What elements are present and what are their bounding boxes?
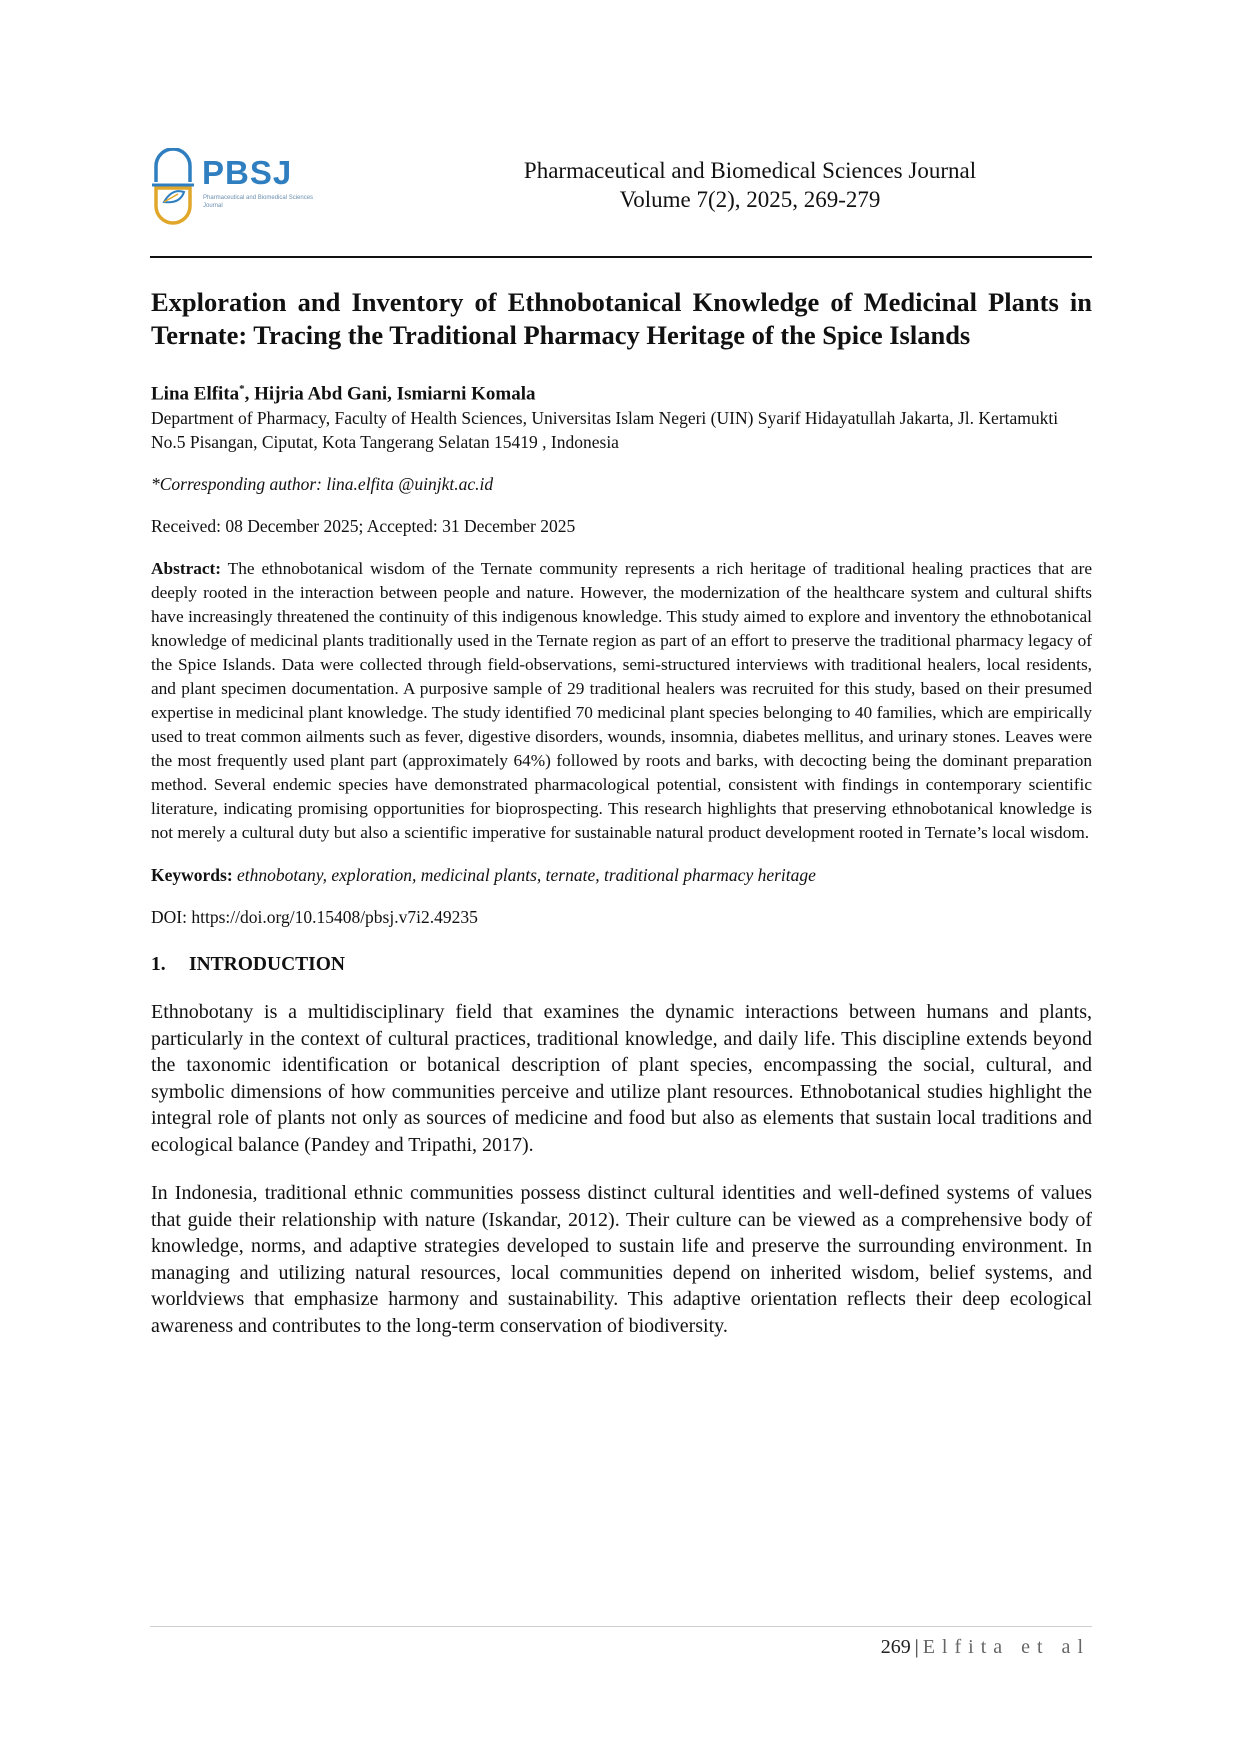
article-title: Exploration and Inventory of Ethnobotanical Knowledge of Medicinal Plants in Ternate: Tracing the Traditional Pharmacy Heritage of the Spice Islands	[151, 287, 1092, 350]
footer-author: Elfita et al	[922, 1636, 1090, 1658]
journal-logo	[150, 148, 320, 226]
corresponding-mark: *	[239, 383, 245, 395]
logo-wordmark: PBSJ	[202, 154, 293, 191]
header-rule	[150, 256, 1092, 258]
received-accepted-dates: Received: 08 December 2025; Accepted: 31 December 2025	[151, 516, 576, 537]
section-title: INTRODUCTION	[189, 954, 346, 976]
keywords-label: Keywords:	[151, 865, 233, 886]
footer-separator: |	[914, 1636, 919, 1658]
author-list	[151, 378, 1092, 405]
keywords	[151, 863, 1092, 887]
journal-info	[410, 156, 1090, 214]
journal-name: Pharmaceutical and Biomedical Sciences Journal	[523, 158, 977, 183]
logo-tagline: Pharmaceutical and Biomedical Sciences Journal	[203, 195, 314, 209]
doi-link[interactable]: DOI: https://doi.org/10.15408/pbsj.v7i2.49235	[151, 907, 478, 928]
journal-header	[150, 148, 1090, 228]
first-author: Lina Elfita	[151, 383, 240, 405]
footer-rule	[150, 1626, 1092, 1627]
abstract-label: Abstract:	[151, 559, 222, 579]
corresponding-author: *Corresponding author: lina.elfita @uinjkt.ac.id	[151, 474, 494, 495]
page-footer	[881, 1636, 1090, 1659]
intro-paragraph-1: Ethnobotany is a multidisciplinary field that examines the dynamic interactions between humans and plants, particularly in the context of cultural practices, traditional knowledge, and daily life. This discipline extends beyond the taxonomic identification or botanical description of plant species, encompassing the social, cultural, and symbolic dimensions of how communities perceive and utilize plant resources. Ethnobotanical studies highlight the integral role of plants not only as sources of medicine and food but also as elements that sustain local traditions and ecological balance (Pandey and Tripathi, 2017).	[151, 1001, 1092, 1156]
affiliation: Department of Pharmacy, Faculty of Health Sciences, Universitas Islam Negeri (UIN) Syarif Hidayatullah Jakarta, Jl. Kertamukti No.5 Pisangan, Ciputat, Kota Tangerang Selatan 15419 , Indonesia	[151, 408, 1059, 453]
abstract-text: The ethnobotanical wisdom of the Ternate community represents a rich heritage of traditional healing practices that are deeply rooted in the interaction between people and nature. However, the modernization of the healthcare system and cultural shifts have increasingly threatened the continuity of this indigenous knowledge. This study aimed to explore and inventory the ethnobotanical knowledge of medicinal plants traditionally used in the Ternate region as part of an effort to preserve the traditional pharmacy legacy of the Spice Islands. Data were collected through field-observations, semi-structured interviews with traditional healers, local residents, and plant specimen documentation. A purposive sample of 29 traditional healers was recruited for this study, based on their presumed expertise in medicinal plant knowledge. The study identified 70 medicinal plant species belonging to 40 families, which are empirically used to treat common ailments such as fever, digestive disorders, wounds, insomnia, diabetes mellitus, and urinary stones. Leaves were the most frequently used plant part (approximately 64%) followed by roots and barks, with decocting being the dominant preparation method. Several endemic species have demonstrated pharmacological potential, consistent with findings in contemporary scientific literature, indicating promising opportunities for bioprospecting. This research highlights that preserving ethnobotanical knowledge is not merely a cultural duty but also a scientific imperative for sustainable natural product development rooted in Ternate’s local wisdom.	[151, 559, 1093, 843]
article-body	[151, 286, 1092, 1339]
intro-paragraph-2: In Indonesia, traditional ethnic communities possess distinct cultural identities and well-defined systems of values that guide their relationship with nature (Iskandar, 2012). Their culture can be viewed as a comprehensive body of knowledge, norms, and adaptive strategies developed to sustain life and preserve the surrounding environment. In managing and utilizing natural resources, local communities depend on inherited wisdom, belief systems, and worldviews that emphasize harmony and sustainability. This adaptive orientation reflects their deep ecological awareness and contributes to the long-term conservation of biodiversity.	[151, 1182, 1092, 1337]
other-authors: , Hijria Abd Gani, Ismiarni Komala	[244, 383, 536, 405]
section-number: 1.	[151, 954, 166, 976]
capsule-leaf-logo-icon	[150, 148, 200, 226]
journal-volume: Volume 7(2), 2025, 269-279	[619, 187, 881, 212]
page-number: 269	[880, 1636, 911, 1658]
abstract	[151, 557, 1092, 845]
section-heading	[151, 953, 1092, 977]
keywords-text: ethnobotany, exploration, medicinal plants, ternate, traditional pharmacy heritage	[237, 865, 816, 886]
